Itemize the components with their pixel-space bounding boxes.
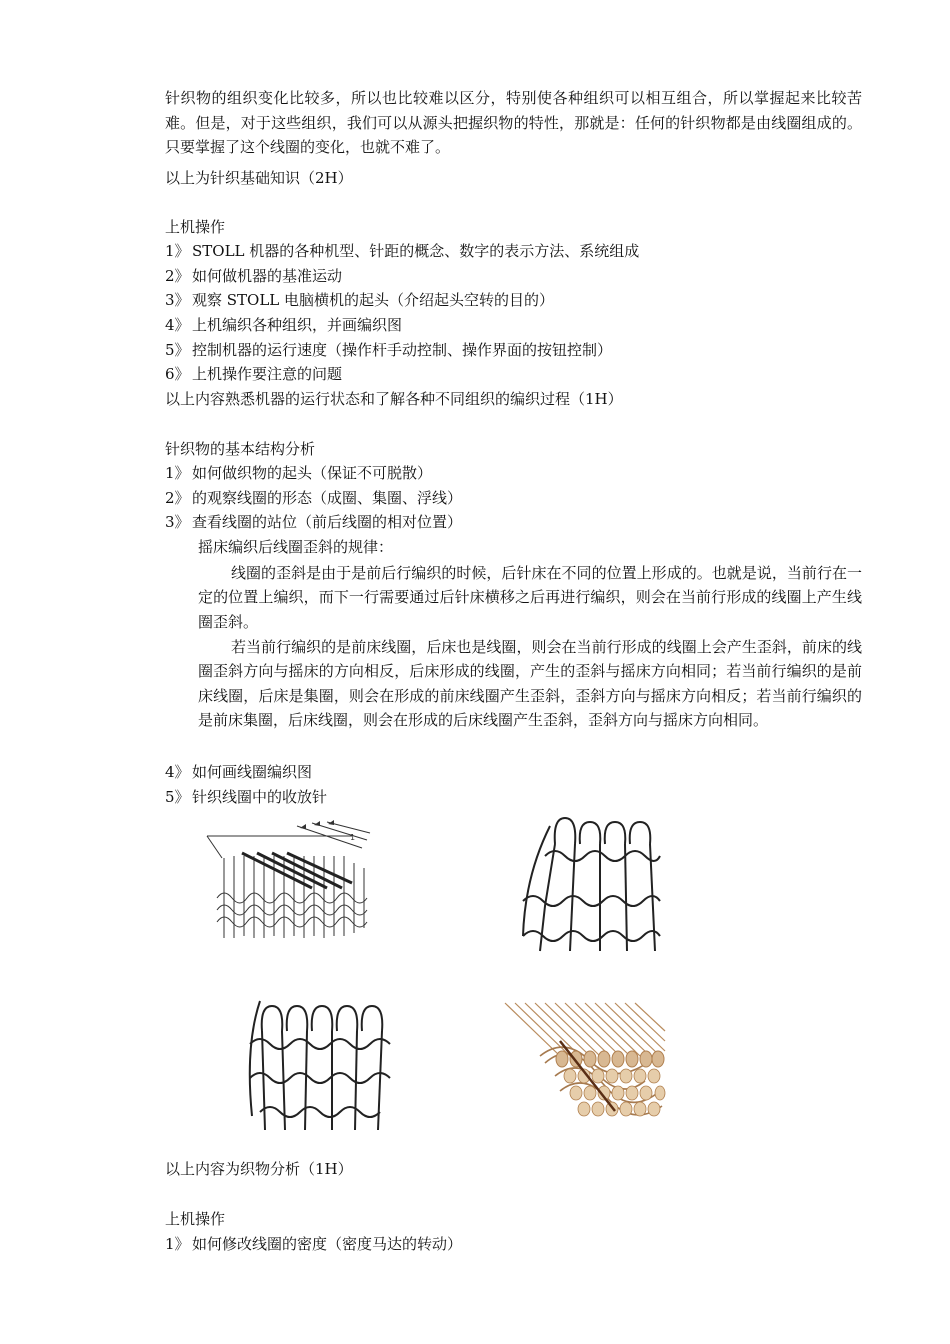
paragraph: 若当前行编织的是前床线圈，后床也是线圈，则会在当前行形成的线圈上会产生歪斜，前床的线圈歪斜方向与摇床的方向相反，后床形成的线圈，产生的歪斜与摇床方向相同；若当前行编织的是前床线圈，后床是集圈，则会在形成的前床线圈产生歪斜，歪斜方向与摇床方向相反；若当前行编织的是前床集圈，后床线圈，则会在形成的后床线圈产生歪斜，歪斜方向与摇床方向相同。 <box>198 638 862 730</box>
structure-summary: 以上内容为织物分析（1H） <box>165 1160 353 1178</box>
paragraph: 线圈的歪斜是由于是前后行编织的时候，后针床在不同的位置上形成的。也就是说，当前行在一定的位置上编织，而下一行需要通过后针床横移之后再进行编织，则会在当前行形成的线圈上产生线圈歪斜。 <box>198 564 862 631</box>
section1-summary: 以上为针织基础知识（2H） <box>165 169 353 187</box>
machine-op-heading: 上机操作 <box>165 218 226 236</box>
knit-fabric-transfer-illustration <box>500 1001 670 1126</box>
list-item: 5》 控制机器的运行速度（操作杆手动控制、操作界面的按钮控制） <box>165 341 613 359</box>
machine-op-summary: 以上内容熟悉机器的运行状态和了解各种不同组织的编织过程（1H） <box>165 390 623 408</box>
figure-label: 1 <box>350 833 356 842</box>
list-item: 1》 如何修改线圈的密度（密度马达的转动） <box>165 1235 463 1253</box>
structure-heading: 针织物的基本结构分析 <box>165 440 316 458</box>
list-item: 4》 上机编织各种组织，并画编织图 <box>165 316 403 334</box>
list-item: 6》 上机操作要注意的问题 <box>165 365 343 383</box>
list-item: 5》 针织线圈中的收放针 <box>165 788 328 806</box>
list-item: 4》 如何画线圈编织图 <box>165 763 313 781</box>
loop-decrease-diagram <box>515 816 665 958</box>
intro-paragraph: 针织物的组织变化比较多，所以也比较难以区分，特别使各种组织可以相互组合，所以掌握起来比较苦难。但是，对于这些组织，我们可以从源头把握织物的特性，那就是：任何的针织物都是由线圈组成的。只要掌握了这个线圈的变化，也就不难了。 <box>165 89 862 157</box>
list-item: 1》 STOLL 机器的各种机型、针距的概念、数字的表示方法、系统组成 <box>165 242 640 260</box>
list-item: 3》 查看线圈的站位（前后线圈的相对位置） <box>165 513 463 531</box>
needle-bed-transfer-illustration <box>202 818 372 943</box>
list-item: 2》 的观察线圈的形态（成圈、集圈、浮线） <box>165 489 463 507</box>
machine-op2-heading: 上机操作 <box>165 1210 226 1228</box>
loop-increase-diagram <box>240 996 400 1134</box>
list-item: 1》 如何做织物的起头（保证不可脱散） <box>165 464 433 482</box>
list-item: 2》 如何做机器的基准运动 <box>165 267 343 285</box>
sub-heading: 摇床编织后线圈歪斜的规律： <box>198 538 394 556</box>
list-item: 3》 观察 STOLL 电脑横机的起头（介绍起头空转的目的） <box>165 291 555 309</box>
